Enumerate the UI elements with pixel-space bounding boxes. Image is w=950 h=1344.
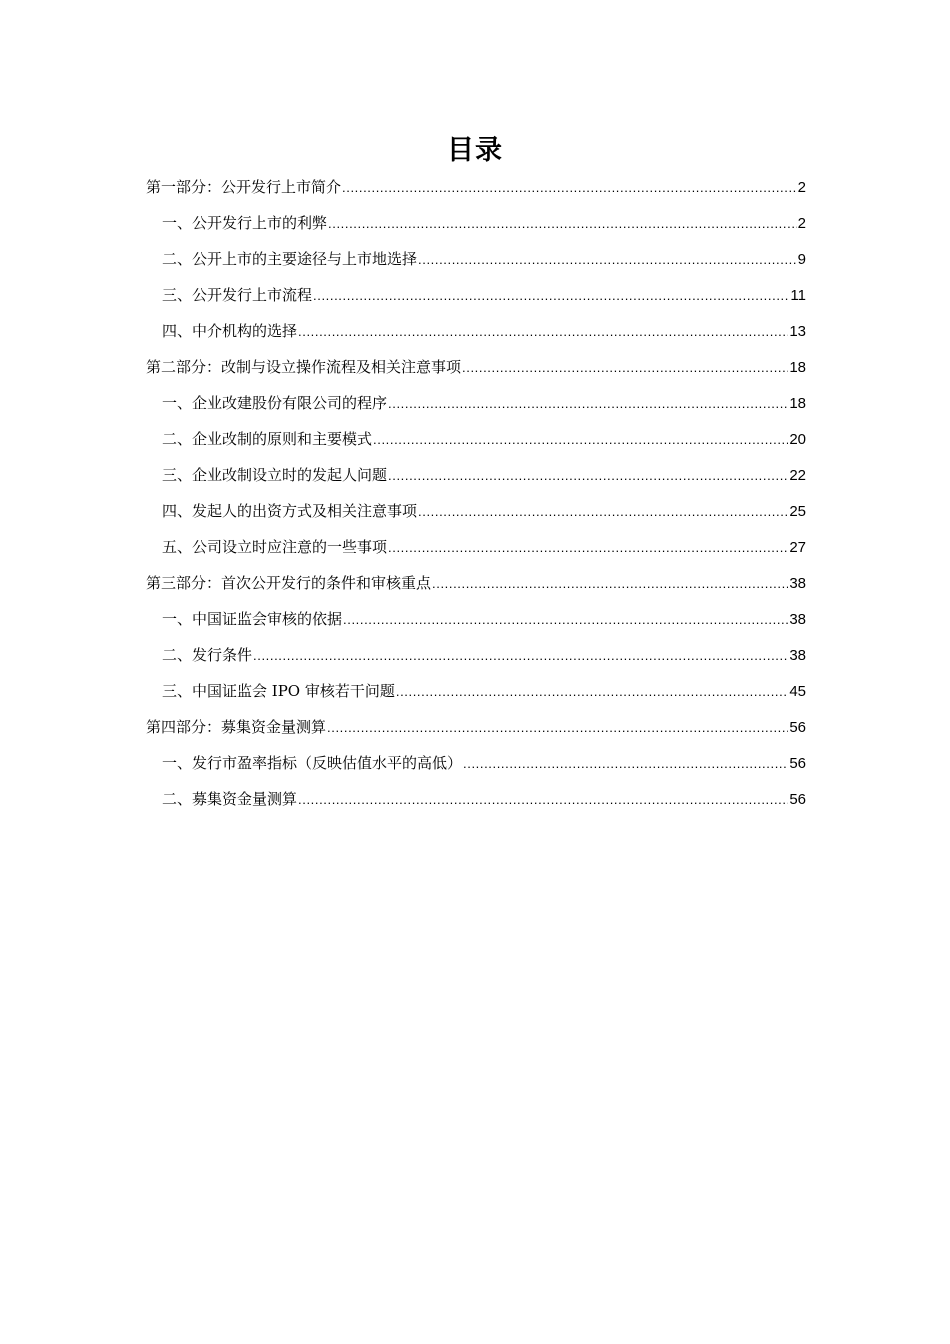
toc-page-number: 9	[797, 251, 806, 268]
toc-dot-leader	[342, 170, 797, 206]
toc-page-number: 20	[789, 431, 806, 448]
toc-dot-leader	[253, 638, 788, 674]
toc-title: 目录	[447, 135, 503, 166]
toc-section-entry[interactable]	[146, 385, 806, 421]
toc-dot-leader	[298, 314, 788, 350]
toc-section-entry[interactable]	[146, 313, 806, 349]
toc-entry-text: 三、中国证监会 IPO 审核若干问题	[162, 682, 395, 700]
toc-entry-text: 一、企业改建股份有限公司的程序	[162, 394, 388, 412]
toc-page-number: 38	[789, 575, 806, 592]
toc-page-number: 18	[789, 359, 806, 376]
toc-dot-leader	[343, 602, 788, 638]
toc-dot-leader	[298, 782, 788, 818]
toc-dot-leader	[462, 350, 788, 386]
toc-entry-text: 三、企业改制设立时的发起人问题	[162, 466, 388, 484]
toc-section-entry[interactable]	[146, 421, 806, 457]
toc-section-entry[interactable]	[146, 493, 806, 529]
toc-page-number: 38	[789, 647, 806, 664]
toc-page-number: 22	[789, 467, 806, 484]
toc-section-entry[interactable]	[146, 241, 806, 277]
toc-section-entry[interactable]	[146, 529, 806, 565]
toc-page-number: 56	[789, 719, 806, 736]
toc-page-number: 56	[789, 755, 806, 772]
toc-part-entry[interactable]	[146, 349, 806, 385]
toc-page-number: 18	[789, 395, 806, 412]
toc-section-entry[interactable]	[146, 601, 806, 637]
toc-page-number: 2	[797, 215, 806, 232]
toc-dot-leader	[418, 494, 788, 530]
toc-section-entry[interactable]	[146, 457, 806, 493]
toc-page-number: 56	[789, 791, 806, 808]
toc-entry-text: 二、募集资金量测算	[162, 790, 298, 808]
toc-entry-text: 一、发行市盈率指标（反映估值水平的高低）	[162, 754, 463, 772]
toc-entry-text: 二、企业改制的原则和主要模式	[162, 430, 373, 448]
toc-entry-text: 一、中国证监会审核的依据	[162, 610, 343, 628]
toc-section-entry[interactable]	[146, 673, 806, 709]
toc-dot-leader	[313, 278, 789, 314]
toc-page-number: 45	[789, 683, 806, 700]
toc-entry-text: 一、公开发行上市的利弊	[162, 214, 328, 232]
toc-entry-text: 四、发起人的出资方式及相关注意事项	[162, 502, 418, 520]
toc-part-entry[interactable]	[146, 169, 806, 205]
toc-dot-leader	[463, 746, 788, 782]
toc-page-number: 2	[797, 179, 806, 196]
toc-dot-leader	[418, 242, 797, 278]
toc-entry-text: 三、公开发行上市流程	[162, 286, 313, 304]
toc-dot-leader	[373, 422, 788, 458]
toc-entry-text: 二、公开上市的主要途径与上市地选择	[162, 250, 418, 268]
toc-entry-text: 第三部分：首次公开发行的条件和审核重点	[146, 574, 432, 592]
toc-dot-leader	[388, 530, 788, 566]
toc-entry-text: 第四部分：募集资金量测算	[146, 718, 327, 736]
toc-page-number: 25	[789, 503, 806, 520]
table-of-contents	[146, 169, 806, 817]
toc-section-entry[interactable]	[146, 637, 806, 673]
toc-dot-leader	[432, 566, 788, 602]
toc-dot-leader	[328, 206, 797, 242]
toc-section-entry[interactable]	[146, 277, 806, 313]
toc-entry-text: 第一部分：公开发行上市简介	[146, 178, 342, 196]
toc-page-number: 13	[789, 323, 806, 340]
toc-page-number: 38	[789, 611, 806, 628]
toc-part-entry[interactable]	[146, 565, 806, 601]
toc-entry-text: 四、中介机构的选择	[162, 322, 298, 340]
toc-entry-text: 第二部分：改制与设立操作流程及相关注意事项	[146, 358, 462, 376]
toc-dot-leader	[396, 674, 788, 710]
toc-entry-text: 五、公司设立时应注意的一些事项	[162, 538, 388, 556]
toc-part-entry[interactable]	[146, 709, 806, 745]
toc-entry-text: 二、发行条件	[162, 646, 253, 664]
toc-dot-leader	[327, 710, 788, 746]
toc-dot-leader	[388, 386, 788, 422]
toc-page-number: 11	[790, 287, 806, 304]
toc-section-entry[interactable]	[146, 781, 806, 817]
toc-section-entry[interactable]	[146, 745, 806, 781]
toc-dot-leader	[388, 458, 788, 494]
toc-section-entry[interactable]	[146, 205, 806, 241]
toc-page-number: 27	[789, 539, 806, 556]
